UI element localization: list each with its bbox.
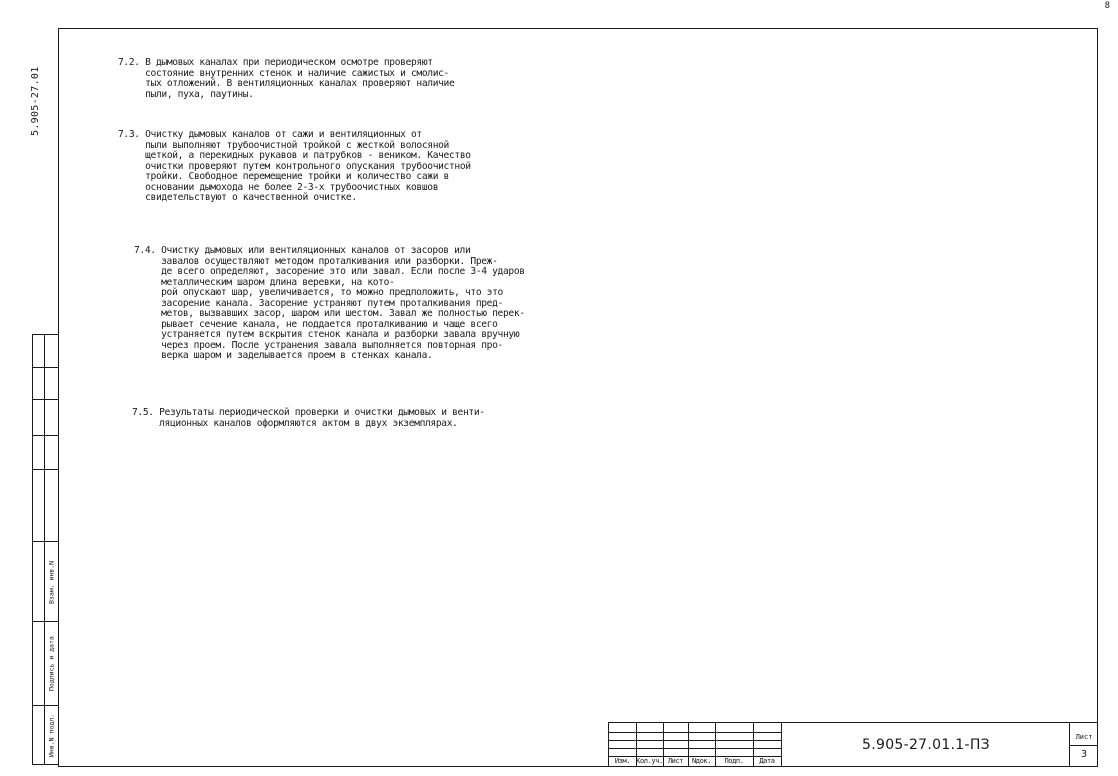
page-number: 8 [1104,1,1110,11]
header-data: Дата [759,757,775,765]
strip-row-line [33,435,58,436]
sheet-divider [1070,745,1098,746]
header-ndok: Nдок. [691,757,712,765]
strip-row-line [33,541,58,542]
side-document-code: 5.905-27.01 [30,66,41,136]
header-list: Лист [667,757,684,765]
sheet-number: 3 [1080,749,1088,760]
paragraph-7-2: 7.2. В дымовых каналах при периодическом осмотре проверяют состояние внутренних стенок и наличие сажистых и смолис- тых отложений. В вентиляционных каналах проверяют наличие пыли, пуха, паутины. [118,57,455,100]
strip-row-line [33,621,58,622]
header-izm: Изм. [614,757,631,765]
grid-row-line [609,748,781,749]
label-inv-vzam: Взам. инв.N [47,560,56,604]
sheet-cell [1069,723,1098,766]
label-podpis-data: Подпись и дата [47,636,56,692]
strip-row-line [33,367,58,368]
grid-row-line [609,740,781,741]
title-block [608,722,1097,766]
revision-grid [609,723,781,766]
header-kol-uch: Кол.уч. [636,757,663,765]
strip-row-line [33,705,58,706]
strip-row-line [33,469,58,470]
sheet-label: Лист [1075,733,1093,741]
label-inv-podl: Инв.N подл. [47,713,56,757]
strip-row-line [33,399,58,400]
paragraph-7-4: 7.4. Очистку дымовых или вентиляционных каналов от засоров или завалов осуществляют методом проталкивания или разборки. Преж- де всего определяют, засорение это или завал. Если после 3-4 ударов металлическим шаром длина веревки, на кото- рой опускают шар, увеличивается, то можно предположить, что это засорение канала. Засорение устраняют путем проталкивания пред- метов, вызвавших засор, шаром или шестом. Завал же полностью перек- рывает сечение канала, не поддается проталкиванию и чаще всего устраняется путем вскрытия стенок канала и разборки завала вручную через проем. После устранения завала выполняется повторная про- верка шаром и заделывается проем в стенках канала. [134,245,525,361]
grid-row-line [609,732,781,733]
paragraph-7-3: 7.3. Очистку дымовых каналов от сажи и вентиляционных от пыли выполняют трубоочистной тройкой с жесткой волосяной щеткой, а перекидных рукавов и патрубков - веником. Качество очистки проверяют путем контрольного опускания трубоочистной тройки. Свободное перемещение тройки и количество сажи в основании дымохода не более 2-3-х трубоочистных ковшов свидетельствуют о качественной очистке. [118,129,471,203]
paragraph-7-5: 7.5. Результаты периодической проверки и очистки дымовых и венти- ляционных каналов оформляются актом в двух экземплярах. [132,407,485,429]
side-stamp-strip [32,334,58,765]
document-code: 5.905-27.01.1-ПЗ [781,723,1070,766]
header-podp: Подп. [724,757,744,765]
